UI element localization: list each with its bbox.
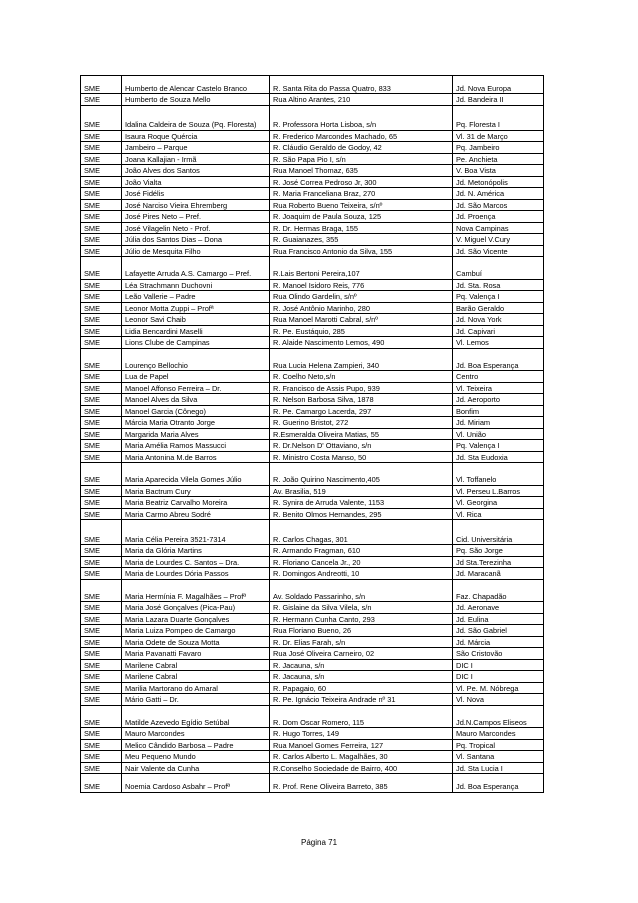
name-cell: Nair Valente da Cunha <box>122 762 270 774</box>
owner-cell: SME <box>81 314 122 326</box>
address-cell: R. Nelson Barbosa Silva, 1878 <box>270 394 453 406</box>
owner-cell: SME <box>81 211 122 223</box>
owner-cell: SME <box>81 613 122 625</box>
table-row <box>81 199 544 211</box>
name-cell: Maria Amélia Ramos Massucci <box>122 440 270 452</box>
table-row <box>81 625 544 637</box>
table-row <box>81 602 544 614</box>
neighborhood-cell: Jd. Metonópolis <box>453 176 544 188</box>
name-cell: Maria da Glória Martins <box>122 545 270 557</box>
neighborhood-cell: Jd. Capivari <box>453 325 544 337</box>
owner-cell: SME <box>81 105 122 130</box>
table-row <box>81 428 544 440</box>
name-cell: Joana Kallajian - Irmã <box>122 153 270 165</box>
owner-cell: SME <box>81 257 122 280</box>
neighborhood-cell: Vl. Rica <box>453 508 544 520</box>
address-cell: Rua Roberto Bueno Teixeira, s/nº <box>270 199 453 211</box>
name-cell: Leão Vallerie – Padre <box>122 291 270 303</box>
address-cell: R. Dr. Hermas Braga, 155 <box>270 222 453 234</box>
owner-cell: SME <box>81 556 122 568</box>
table-row <box>81 508 544 520</box>
name-cell: Júlio de Mesquita Filho <box>122 245 270 257</box>
table-row <box>81 520 544 545</box>
neighborhood-cell: Vl. União <box>453 428 544 440</box>
owner-cell: SME <box>81 762 122 774</box>
address-cell: Rua Manoel Marotti Cabral, s/nº <box>270 314 453 326</box>
name-cell: Léa Strachmann Duchovni <box>122 279 270 291</box>
table-row <box>81 257 544 280</box>
table-row <box>81 497 544 509</box>
table-row <box>81 302 544 314</box>
table-row <box>81 291 544 303</box>
address-cell: Av. Brasilia, 519 <box>270 485 453 497</box>
neighborhood-cell: Vl. Georgina <box>453 497 544 509</box>
owner-cell: SME <box>81 508 122 520</box>
name-cell: Maria de Lourdes C. Santos – Dra. <box>122 556 270 568</box>
address-cell: Rua Olindo Gardelin, s/nº <box>270 291 453 303</box>
owner-cell: SME <box>81 485 122 497</box>
address-cell: R. Floriano Cancela Jr., 20 <box>270 556 453 568</box>
name-cell: Maria de Lourdes Dória Passos <box>122 568 270 580</box>
owner-cell: SME <box>81 302 122 314</box>
name-cell: Marilene Cabral <box>122 671 270 683</box>
address-cell: R. Dom Oscar Romero, 115 <box>270 705 453 728</box>
table-row <box>81 105 544 130</box>
name-cell: Maria Antonina M.de Barros <box>122 451 270 463</box>
address-cell: R. Francisco de Assis Pupo, 939 <box>270 382 453 394</box>
owner-cell: SME <box>81 405 122 417</box>
neighborhood-cell: Jd. São Gabriel <box>453 625 544 637</box>
name-cell: Maria Carmo Abreu Sodré <box>122 508 270 520</box>
address-cell: R. Professora Horta Lisboa, s/n <box>270 105 453 130</box>
owner-cell: SME <box>81 142 122 154</box>
address-cell: Av. Soldado Passarinho, s/n <box>270 579 453 602</box>
table-row <box>81 751 544 763</box>
table-row <box>81 774 544 792</box>
address-cell: R. Maria Franceliana Braz, 270 <box>270 188 453 200</box>
address-cell: R. Guerino Bristot, 272 <box>270 417 453 429</box>
neighborhood-cell: Jd. N. América <box>453 188 544 200</box>
address-cell: R. José Antônio Marinho, 280 <box>270 302 453 314</box>
name-cell: Maria Aparecida Vilela Gomes Júlio <box>122 463 270 486</box>
neighborhood-cell: DIC I <box>453 671 544 683</box>
table-row <box>81 337 544 349</box>
owner-cell: SME <box>81 417 122 429</box>
address-cell: R. Pe. Eustáquio, 285 <box>270 325 453 337</box>
owner-cell: SME <box>81 337 122 349</box>
table-row <box>81 659 544 671</box>
neighborhood-cell: Vl. Lemos <box>453 337 544 349</box>
owner-cell: SME <box>81 291 122 303</box>
page-footer: Página 71 <box>300 838 338 847</box>
table-row <box>81 234 544 246</box>
neighborhood-cell: Jd. Márcia <box>453 636 544 648</box>
table-row <box>81 545 544 557</box>
name-cell: Lua de Papel <box>122 371 270 383</box>
address-cell: R. Hugo Torres, 149 <box>270 728 453 740</box>
name-cell: Manoel Affonso Ferreira – Dr. <box>122 382 270 394</box>
address-cell: Rua Manoel Gomes Ferreira, 127 <box>270 739 453 751</box>
address-cell: R. Joaquim de Paula Souza, 125 <box>270 211 453 223</box>
name-cell: Maria Célia Pereira 3521-7314 <box>122 520 270 545</box>
address-cell: R. José Correa Pedroso Jr, 300 <box>270 176 453 188</box>
owner-cell: SME <box>81 659 122 671</box>
address-cell: R. Hermann Cunha Canto, 293 <box>270 613 453 625</box>
name-cell: Maria Lazara Duarte Gonçalves <box>122 613 270 625</box>
address-cell: R. Cláudio Geraldo de Godoy, 42 <box>270 142 453 154</box>
neighborhood-cell: Jd. Proença <box>453 211 544 223</box>
address-cell: R. Jacauna, s/n <box>270 671 453 683</box>
owner-cell: SME <box>81 602 122 614</box>
owner-cell: SME <box>81 188 122 200</box>
table-row <box>81 130 544 142</box>
neighborhood-cell: Faz. Chapadão <box>453 579 544 602</box>
name-cell: Manoel Garcia (Cônego) <box>122 405 270 417</box>
name-cell: Marilene Cabral <box>122 659 270 671</box>
neighborhood-cell: Vl. Teixeira <box>453 382 544 394</box>
name-cell: Lafayette Arruda A.S. Camargo – Pref. <box>122 257 270 280</box>
neighborhood-cell: Cambuí <box>453 257 544 280</box>
address-cell: R. Carlos Alberto L. Magalhães, 30 <box>270 751 453 763</box>
table-row <box>81 314 544 326</box>
name-cell: Idalina Caldeira de Souza (Pq. Floresta) <box>122 105 270 130</box>
name-cell: José Narciso Vieira Ehremberg <box>122 199 270 211</box>
neighborhood-cell: V. Boa Vista <box>453 165 544 177</box>
neighborhood-cell: Jd. São Marcos <box>453 199 544 211</box>
name-cell: Meu Pequeno Mundo <box>122 751 270 763</box>
owner-cell: SME <box>81 545 122 557</box>
table-row <box>81 405 544 417</box>
name-cell: Manoel Alves da Silva <box>122 394 270 406</box>
owner-cell: SME <box>81 497 122 509</box>
address-cell: R. Armando Fragman, 610 <box>270 545 453 557</box>
name-cell: Jambeiro – Parque <box>122 142 270 154</box>
neighborhood-cell: Jd. Maracanã <box>453 568 544 580</box>
neighborhood-cell: Jd. São Vicente <box>453 245 544 257</box>
table-row <box>81 728 544 740</box>
name-cell: Maria Luiza Pompeo de Camargo <box>122 625 270 637</box>
table-row <box>81 451 544 463</box>
owner-cell: SME <box>81 222 122 234</box>
name-cell: Maria Hermínia F. Magalhães – Profª <box>122 579 270 602</box>
address-cell: R. Benito Olmos Hernandes, 295 <box>270 508 453 520</box>
table-row <box>81 694 544 706</box>
table-row <box>81 579 544 602</box>
table-row <box>81 211 544 223</box>
owner-cell: SME <box>81 348 122 371</box>
owner-cell: SME <box>81 325 122 337</box>
table-row <box>81 325 544 337</box>
neighborhood-cell: Jd. Aeronave <box>453 602 544 614</box>
table-row <box>81 76 544 94</box>
neighborhood-cell: Jd.N.Campos Eliseos <box>453 705 544 728</box>
neighborhood-cell: Pq. São Jorge <box>453 545 544 557</box>
name-cell: Mário Gatti – Dr. <box>122 694 270 706</box>
name-cell: Maria José Gonçalves (Pica-Pau) <box>122 602 270 614</box>
table-row <box>81 188 544 200</box>
owner-cell: SME <box>81 520 122 545</box>
neighborhood-cell: Vl. Santana <box>453 751 544 763</box>
address-cell: R. São Papa Pio I, s/n <box>270 153 453 165</box>
name-cell: Márcia Maria Otranto Jorge <box>122 417 270 429</box>
name-cell: Noemia Cardoso Asbahr – Profª <box>122 774 270 792</box>
owner-cell: SME <box>81 245 122 257</box>
table-row <box>81 153 544 165</box>
name-cell: Júlia dos Santos Dias – Dona <box>122 234 270 246</box>
table-row <box>81 613 544 625</box>
neighborhood-cell: Pe. Anchieta <box>453 153 544 165</box>
name-cell: Leonor Motta Zuppi – Profª <box>122 302 270 314</box>
name-cell: Mauro Marcondes <box>122 728 270 740</box>
name-cell: Marilia Martorano do Amaral <box>122 682 270 694</box>
table-row <box>81 739 544 751</box>
address-cell: R. Dr.Nelson D' Ottaviano, s/n <box>270 440 453 452</box>
name-cell: Margarida Maria Alves <box>122 428 270 440</box>
table-row <box>81 222 544 234</box>
address-cell: R.Lais Bertoni Pereira,107 <box>270 257 453 280</box>
neighborhood-cell: DIC I <box>453 659 544 671</box>
neighborhood-cell: Jd. Sta. Rosa <box>453 279 544 291</box>
table-row <box>81 705 544 728</box>
table-row <box>81 671 544 683</box>
name-cell: Lourenço Bellochio <box>122 348 270 371</box>
table-row <box>81 417 544 429</box>
neighborhood-cell: Pq. Valença I <box>453 440 544 452</box>
table-row <box>81 463 544 486</box>
address-cell: R. Ministro Costa Manso, 50 <box>270 451 453 463</box>
name-cell: Humberto de Souza Mello <box>122 94 270 106</box>
table-row <box>81 762 544 774</box>
name-cell: José Vilagelin Neto - Prof. <box>122 222 270 234</box>
table-body <box>81 76 544 793</box>
address-cell: Rua Manoel Thomaz, 635 <box>270 165 453 177</box>
owner-cell: SME <box>81 705 122 728</box>
owner-cell: SME <box>81 463 122 486</box>
neighborhood-cell: São Cristovão <box>453 648 544 660</box>
table-row <box>81 94 544 106</box>
neighborhood-cell: Nova Campinas <box>453 222 544 234</box>
name-cell: José Fidélis <box>122 188 270 200</box>
owner-cell: SME <box>81 234 122 246</box>
owner-cell: SME <box>81 682 122 694</box>
owner-cell: SME <box>81 279 122 291</box>
address-cell: R. Coelho Neto,s/n <box>270 371 453 383</box>
owner-cell: SME <box>81 636 122 648</box>
owner-cell: SME <box>81 671 122 683</box>
table-row <box>81 371 544 383</box>
neighborhood-cell: Jd. Miriam <box>453 417 544 429</box>
name-cell: Maria Bactrum Cury <box>122 485 270 497</box>
address-cell: R. João Quirino Nascimento,405 <box>270 463 453 486</box>
table-row <box>81 176 544 188</box>
table-row <box>81 682 544 694</box>
address-cell: R. Guaianazes, 355 <box>270 234 453 246</box>
address-cell: R. Prof. Rene Oliveira Barreto, 385 <box>270 774 453 792</box>
table-row <box>81 636 544 648</box>
name-cell: Maria Pavanatti Favaro <box>122 648 270 660</box>
neighborhood-cell: Jd. Boa Esperança <box>453 774 544 792</box>
name-cell: Isaura Roque Quércia <box>122 130 270 142</box>
neighborhood-cell: Barão Geraldo <box>453 302 544 314</box>
name-cell: Lions Clube de Campinas <box>122 337 270 349</box>
neighborhood-cell: Pq. Jambeiro <box>453 142 544 154</box>
owner-cell: SME <box>81 648 122 660</box>
neighborhood-cell: Bonfim <box>453 405 544 417</box>
neighborhood-cell: Vl. Toffanelo <box>453 463 544 486</box>
owner-cell: SME <box>81 94 122 106</box>
address-cell: R. Pe. Camargo Lacerda, 297 <box>270 405 453 417</box>
address-cell: R. Synira de Arruda Valente, 1153 <box>270 497 453 509</box>
neighborhood-cell: Pq. Floresta I <box>453 105 544 130</box>
address-cell: Rua Altino Arantes, 210 <box>270 94 453 106</box>
name-cell: Maria Beatriz Carvalho Moreira <box>122 497 270 509</box>
owner-cell: SME <box>81 451 122 463</box>
neighborhood-cell: Mauro Marcondes <box>453 728 544 740</box>
table-row <box>81 245 544 257</box>
owner-cell: SME <box>81 440 122 452</box>
owner-cell: SME <box>81 199 122 211</box>
neighborhood-cell: Jd. Sta Lucia I <box>453 762 544 774</box>
table-row <box>81 279 544 291</box>
owner-cell: SME <box>81 394 122 406</box>
owner-cell: SME <box>81 165 122 177</box>
institutions-table <box>80 75 544 793</box>
neighborhood-cell: Jd. Boa Esperança <box>453 348 544 371</box>
address-cell: Rua Floriano Bueno, 26 <box>270 625 453 637</box>
owner-cell: SME <box>81 694 122 706</box>
owner-cell: SME <box>81 130 122 142</box>
name-cell: José Pires Neto – Pref. <box>122 211 270 223</box>
neighborhood-cell: Jd. Bandeira II <box>453 94 544 106</box>
table-row <box>81 568 544 580</box>
owner-cell: SME <box>81 625 122 637</box>
table-row <box>81 142 544 154</box>
table-row <box>81 394 544 406</box>
neighborhood-cell: V. Miguel V.Cury <box>453 234 544 246</box>
neighborhood-cell: Jd. Nova York <box>453 314 544 326</box>
name-cell: Matilde Azevedo Egídio Setúbal <box>122 705 270 728</box>
owner-cell: SME <box>81 371 122 383</box>
name-cell: Melico Cândido Barbosa – Padre <box>122 739 270 751</box>
neighborhood-cell: Jd. Nova Europa <box>453 76 544 94</box>
neighborhood-cell: Jd. Eulina <box>453 613 544 625</box>
owner-cell: SME <box>81 382 122 394</box>
neighborhood-cell: Vl. Perseu L.Barros <box>453 485 544 497</box>
address-cell: Rua Francisco Antonio da Silva, 155 <box>270 245 453 257</box>
address-cell: R. Manoel Isidoro Reis, 776 <box>270 279 453 291</box>
address-cell: Rua José Oliveira Carneiro, 02 <box>270 648 453 660</box>
table-row <box>81 556 544 568</box>
address-cell: R. Dr. Elias Farah, s/n <box>270 636 453 648</box>
name-cell: Humberto de Alencar Castelo Branco <box>122 76 270 94</box>
neighborhood-cell: Vl. Nova <box>453 694 544 706</box>
address-cell: R.Conselho Sociedade de Bairro, 400 <box>270 762 453 774</box>
owner-cell: SME <box>81 751 122 763</box>
table-row <box>81 348 544 371</box>
neighborhood-cell: Pq. Valença I <box>453 291 544 303</box>
neighborhood-cell: Jd Sta.Terezinha <box>453 556 544 568</box>
address-cell: R. Carlos Chagas, 301 <box>270 520 453 545</box>
address-cell: R. Frederico Marcondes Machado, 65 <box>270 130 453 142</box>
owner-cell: SME <box>81 428 122 440</box>
name-cell: Leonor Savi Chaib <box>122 314 270 326</box>
owner-cell: SME <box>81 774 122 792</box>
name-cell: Lidia Bencardini Maselli <box>122 325 270 337</box>
address-cell: R. Gislaine da Silva Vilela, s/n <box>270 602 453 614</box>
neighborhood-cell: Vl. 31 de Março <box>453 130 544 142</box>
owner-cell: SME <box>81 739 122 751</box>
owner-cell: SME <box>81 728 122 740</box>
owner-cell: SME <box>81 568 122 580</box>
neighborhood-cell: Vl. Pe. M. Nóbrega <box>453 682 544 694</box>
table-row <box>81 165 544 177</box>
neighborhood-cell: Centro <box>453 371 544 383</box>
owner-cell: SME <box>81 76 122 94</box>
name-cell: João Alves dos Santos <box>122 165 270 177</box>
table-row <box>81 648 544 660</box>
neighborhood-cell: Pq. Tropical <box>453 739 544 751</box>
table-row <box>81 485 544 497</box>
owner-cell: SME <box>81 176 122 188</box>
address-cell: R. Alaide Nascimento Lemos, 490 <box>270 337 453 349</box>
address-cell: R. Santa Rita do Passa Quatro, 833 <box>270 76 453 94</box>
name-cell: Maria Odete de Souza Motta <box>122 636 270 648</box>
neighborhood-cell: Jd. Aeroporto <box>453 394 544 406</box>
address-cell: R.Esmeralda Oliveira Matias, 55 <box>270 428 453 440</box>
neighborhood-cell: Jd. Sta Eudoxia <box>453 451 544 463</box>
address-cell: R. Domingos Andreotti, 10 <box>270 568 453 580</box>
owner-cell: SME <box>81 579 122 602</box>
name-cell: João Vialta <box>122 176 270 188</box>
address-cell: R. Jacauna, s/n <box>270 659 453 671</box>
table-row <box>81 440 544 452</box>
owner-cell: SME <box>81 153 122 165</box>
address-cell: R. Pe. Ignácio Teixeira Andrade nº 31 <box>270 694 453 706</box>
table-row <box>81 382 544 394</box>
neighborhood-cell: Cid. Universitária <box>453 520 544 545</box>
address-cell: R. Papagaio, 60 <box>270 682 453 694</box>
address-cell: Rua Lucia Helena Zampieri, 340 <box>270 348 453 371</box>
